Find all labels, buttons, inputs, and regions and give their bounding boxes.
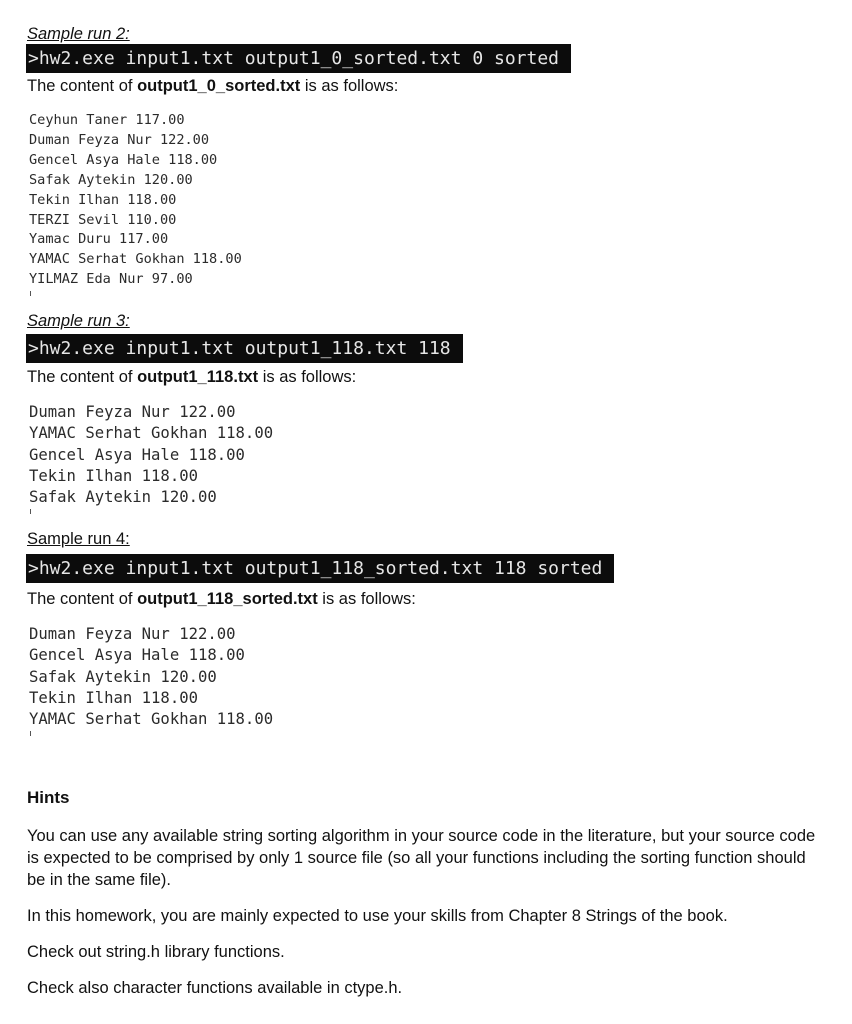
sample-run-3-label: Sample run 3: [27,312,130,330]
output-line: Duman Feyza Nur 122.00 [29,403,236,421]
text-cursor-mark [30,291,31,296]
output-line: Tekin Ilhan 118.00 [29,191,177,208]
text-cursor-mark [30,731,31,736]
output-line: Yamac Duru 117.00 [29,231,169,248]
output-filename: output1_118_sorted.txt [137,590,318,608]
output-line: Gencel Asya Hale 118.00 [29,445,245,464]
output-line: Safak Aytekin 120.00 [29,171,193,188]
output-line: Duman Feyza Nur 122.00 [29,625,236,643]
hint-paragraph: In this homework, you are mainly expected to use your skills from Chapter 8 Strings of the book. [27,907,728,925]
output-line: Gencel Asya Hale 118.00 [29,151,218,168]
output-line: Tekin Ilhan 118.00 [29,466,198,485]
sample-run-2-description: The content of output1_0_sorted.txt is as follows: [27,77,399,95]
output-line: YAMAC Serhat Gokhan 118.00 [29,710,274,729]
sample-run-4-command: >hw2.exe input1.txt output1_118_sorted.txt 118 sorted [26,554,614,583]
sample-run-2-command: >hw2.exe input1.txt output1_0_sorted.txt 0 sorted [26,44,571,73]
sample-run-3-command: >hw2.exe input1.txt output1_118.txt 118 [26,334,463,363]
output-line: Ceyhun Taner 117.00 [29,112,185,128]
sample-run-3-description: The content of output1_118.txt is as follows: [27,368,357,386]
output-filename: output1_0_sorted.txt [137,77,301,95]
sample-run-3-output [29,402,273,514]
output-line: Safak Aytekin 120.00 [29,488,217,507]
output-line: Gencel Asya Hale 118.00 [29,646,245,665]
output-line: TERZI Sevil 110.00 [29,211,177,228]
output-filename: output1_118.txt [137,368,259,386]
hint-paragraph: Check also character functions available in ctype.h. [27,979,403,997]
output-line: Duman Feyza Nur 122.00 [29,131,210,148]
hint-paragraph: Check out string.h library functions. [27,943,285,961]
text-cursor-mark [30,509,31,514]
sample-run-4-label: Sample run 4: [27,530,130,548]
output-line: YILMAZ Eda Nur 97.00 [29,271,193,288]
sample-run-2-label: Sample run 2: [27,25,130,43]
hints-heading: Hints [27,788,70,807]
output-line: Safak Aytekin 120.00 [29,667,217,686]
output-line: YAMAC Serhat Gokhan 118.00 [29,424,274,443]
sample-run-4-output [29,624,273,736]
output-line: YAMAC Serhat Gokhan 118.00 [29,251,242,268]
hint-paragraph: You can use any available string sorting algorithm in your source code in the literature, but your source code is expected to be comprised by only 1 source file (so all your functions including the sorting function should be in the same file). [27,827,816,889]
sample-run-4-description: The content of output1_118_sorted.txt is as follows: [27,590,416,608]
output-line: Tekin Ilhan 118.00 [29,688,198,707]
sample-run-2-output [29,111,242,296]
